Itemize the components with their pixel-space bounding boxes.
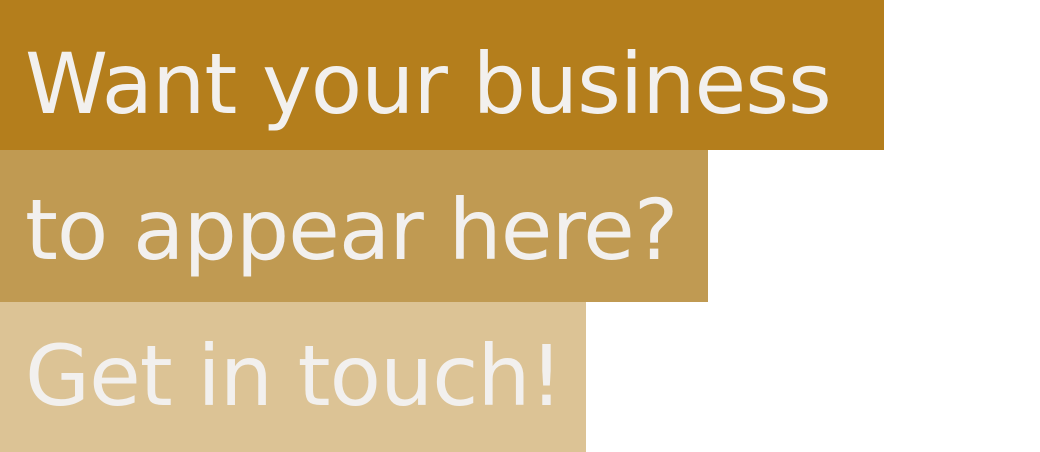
headline-line-2: to appear here? — [0, 150, 708, 302]
headline-line-1: Want your business — [0, 0, 884, 150]
call-to-action-line[interactable]: Get in touch! — [0, 302, 586, 452]
